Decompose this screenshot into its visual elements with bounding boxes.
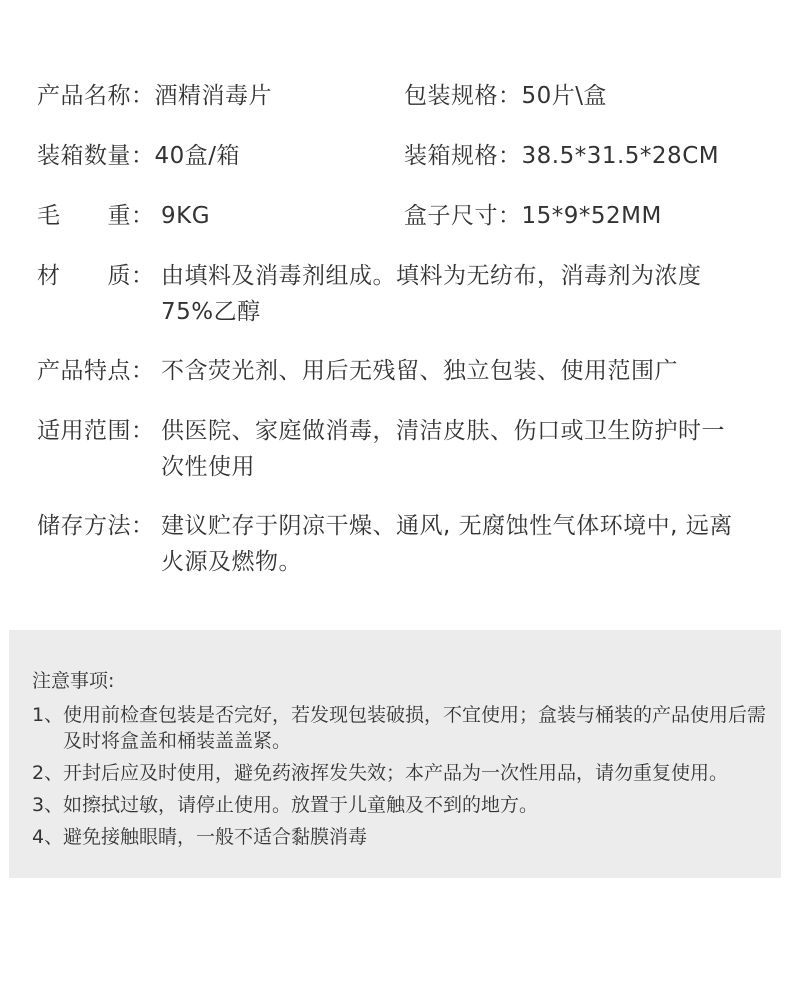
spec-value: 38.5*31.5*28CM <box>521 143 720 169</box>
spec-gross-weight <box>37 198 210 234</box>
spec-product-name <box>37 78 272 114</box>
spec-label: 储存方法： <box>37 513 155 539</box>
spec-value: 供医院、家庭做消毒，清洁皮肤、伤口或卫生防护时一次性使用 <box>161 418 725 480</box>
notice-item-text: 开封后应及时使用，避免药液挥发失效；本产品为一次性用品，请勿重复使用。 <box>63 762 729 784</box>
notice-item <box>32 824 777 850</box>
spec-material <box>37 258 757 330</box>
spec-storage <box>37 508 757 580</box>
spec-label: 盒子尺寸： <box>404 203 522 229</box>
notice-item-text: 避免接触眼睛，一般不适合黏膜消毒 <box>63 826 368 848</box>
notice-item <box>32 760 777 786</box>
notice-item <box>32 792 777 818</box>
spec-label: 毛 重： <box>37 203 155 229</box>
spec-value: 9KG <box>161 203 211 229</box>
notice-item-number: 4、 <box>32 826 64 848</box>
spec-value: 酒精消毒片 <box>154 83 272 109</box>
notice-item-number: 2、 <box>32 762 64 784</box>
spec-value: 不含荧光剂、用后无残留、独立包装、使用范围广 <box>161 358 678 384</box>
notice-item-number: 3、 <box>32 794 64 816</box>
spec-value: 40盒/箱 <box>154 143 241 169</box>
spec-label: 包装规格： <box>404 83 522 109</box>
spec-label: 产品特点： <box>37 358 155 384</box>
spec-label: 产品名称： <box>37 83 155 109</box>
spec-value: 建议贮存于阴凉干燥、通风, 无腐蚀性气体环境中, 远离火源及燃物。 <box>161 513 733 575</box>
notice-item-number: 1、 <box>32 704 64 726</box>
notice-item-text: 如擦拭过敏，请停止使用。放置于儿童触及不到的地方。 <box>63 794 539 816</box>
spec-label: 适用范围： <box>37 418 155 444</box>
spec-features <box>37 353 757 389</box>
spec-box-count <box>37 138 240 174</box>
spec-carton-spec <box>404 138 719 174</box>
spec-value: 50片\盒 <box>521 83 608 109</box>
spec-label: 装箱规格： <box>404 143 522 169</box>
notice-item-text: 使用前检查包装是否完好，若发现包装破损，不宜使用；盒装与桶装的产品使用后需及时将盒盖和桶装盖盖紧。 <box>63 704 767 752</box>
notice-title: 注意事项: <box>32 670 115 692</box>
spec-label: 材 质： <box>37 263 155 289</box>
spec-label: 装箱数量： <box>37 143 155 169</box>
notice-panel <box>9 630 781 878</box>
notice-item <box>32 702 777 754</box>
spec-box-size <box>404 198 662 234</box>
spec-scope <box>37 413 757 485</box>
spec-value: 15*9*52MM <box>521 203 662 229</box>
spec-package-spec <box>404 78 607 114</box>
spec-value: 由填料及消毒剂组成。填料为无纺布，消毒剂为浓度75%乙醇 <box>161 263 702 325</box>
